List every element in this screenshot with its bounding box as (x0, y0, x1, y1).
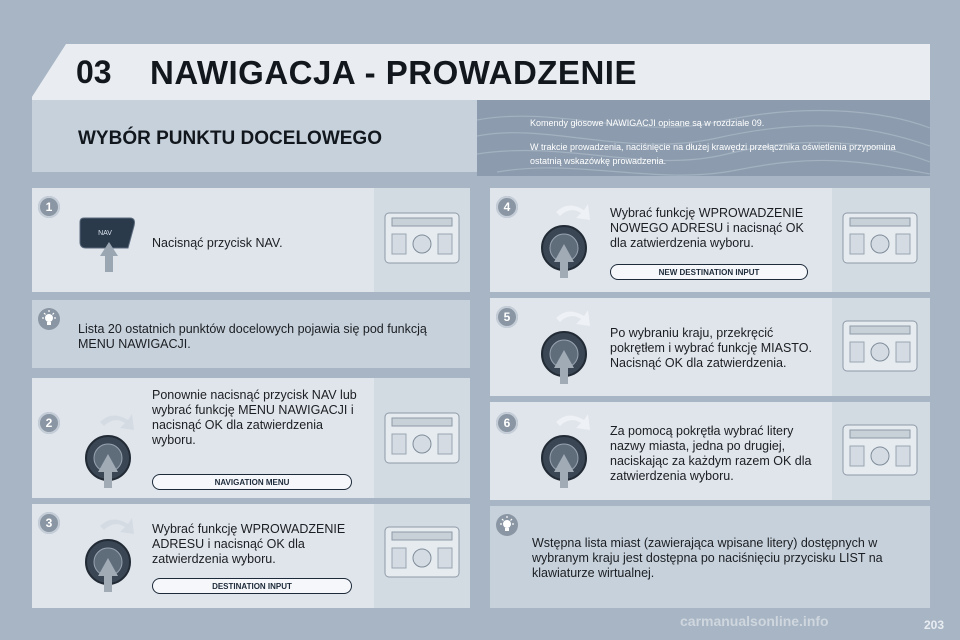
svg-text:NAV: NAV (98, 230, 112, 237)
radio-unit-icon (842, 212, 918, 264)
destination-input-label: DESTINATION INPUT (152, 578, 352, 594)
note-1-text: Lista 20 ostatnich punktów docelowych pojawia się pod funkcją MENU NAWIGACJI. (78, 322, 427, 351)
watermark: carmanualsonline.info (680, 613, 829, 629)
rotary-knob-icon (536, 306, 600, 386)
step-5-text: Po wybraniu kraju, przekręcić pokrętłem i wybrać funkcję MIASTO. Nacisnąć OK dla zatwierdzenia. (610, 326, 812, 370)
section-subtitle: WYBÓR PUNKTU DOCELOWEGO (78, 128, 382, 149)
step-number-4: 4 (496, 196, 518, 218)
guidance-reminder-note: W trakcie prowadzenia, naciśnięcie na dłużej krawędzi przełącznika oświetlenia przypomina ostatnią wskazówkę prowadzenia. (530, 142, 896, 166)
radio-unit-icon (842, 424, 918, 476)
lightbulb-icon (38, 308, 60, 330)
rotary-knob-icon (536, 200, 600, 280)
note-2-text: Wstępna lista miast (zawierająca wpisane litery) dostępnych w wybranym kraju jest dostępna po naciśnięciu przycisku LIST na klawiaturze wirtualnej. (532, 536, 883, 580)
nav-button-icon (78, 212, 140, 279)
voice-commands-note: Komendy głosowe NAWIGACJI opisane są w rozdziale 09. (530, 118, 765, 128)
rotary-knob-icon (80, 410, 144, 490)
page-number: 203 (923, 618, 944, 632)
page-title: NAWIGACJA - PROWADZENIE (150, 54, 637, 91)
radio-unit-icon (384, 212, 460, 264)
step-number-3: 3 (38, 512, 60, 534)
radio-unit-icon (384, 526, 460, 578)
step-1-text: Nacisnąć przycisk NAV. (152, 236, 283, 250)
rotary-knob-icon (536, 410, 600, 490)
step-number-6: 6 (496, 412, 518, 434)
step-number-1: 1 (38, 196, 60, 218)
step-number-5: 5 (496, 306, 518, 328)
chapter-number: 03 (76, 54, 112, 90)
step-4-text: Wybrać funkcję WPROWADZENIE NOWEGO ADRESU i nacisnąć OK dla zatwierdzenia wyboru. (610, 206, 804, 250)
step-6-text: Za pomocą pokrętła wybrać litery nazwy miasta, jedna po drugiej, naciskając za każdym razem OK dla zatwierdzenia wyboru. (610, 424, 812, 483)
step-3-text: Wybrać funkcję WPROWADZENIE ADRESU i nacisnąć OK dla zatwierdzenia wyboru. (152, 522, 346, 566)
new-destination-input-label: NEW DESTINATION INPUT (610, 264, 808, 280)
radio-unit-icon (384, 412, 460, 464)
step-2-text: Ponownie nacisnąć przycisk NAV lub wybrać funkcję MENU NAWIGACJI i nacisnąć OK dla zatwierdzenia wyboru. (152, 388, 357, 447)
lightbulb-icon (496, 514, 518, 536)
radio-unit-icon (842, 320, 918, 372)
navigation-menu-label: NAVIGATION MENU (152, 474, 352, 490)
rotary-knob-icon (80, 514, 144, 594)
step-number-2: 2 (38, 412, 60, 434)
